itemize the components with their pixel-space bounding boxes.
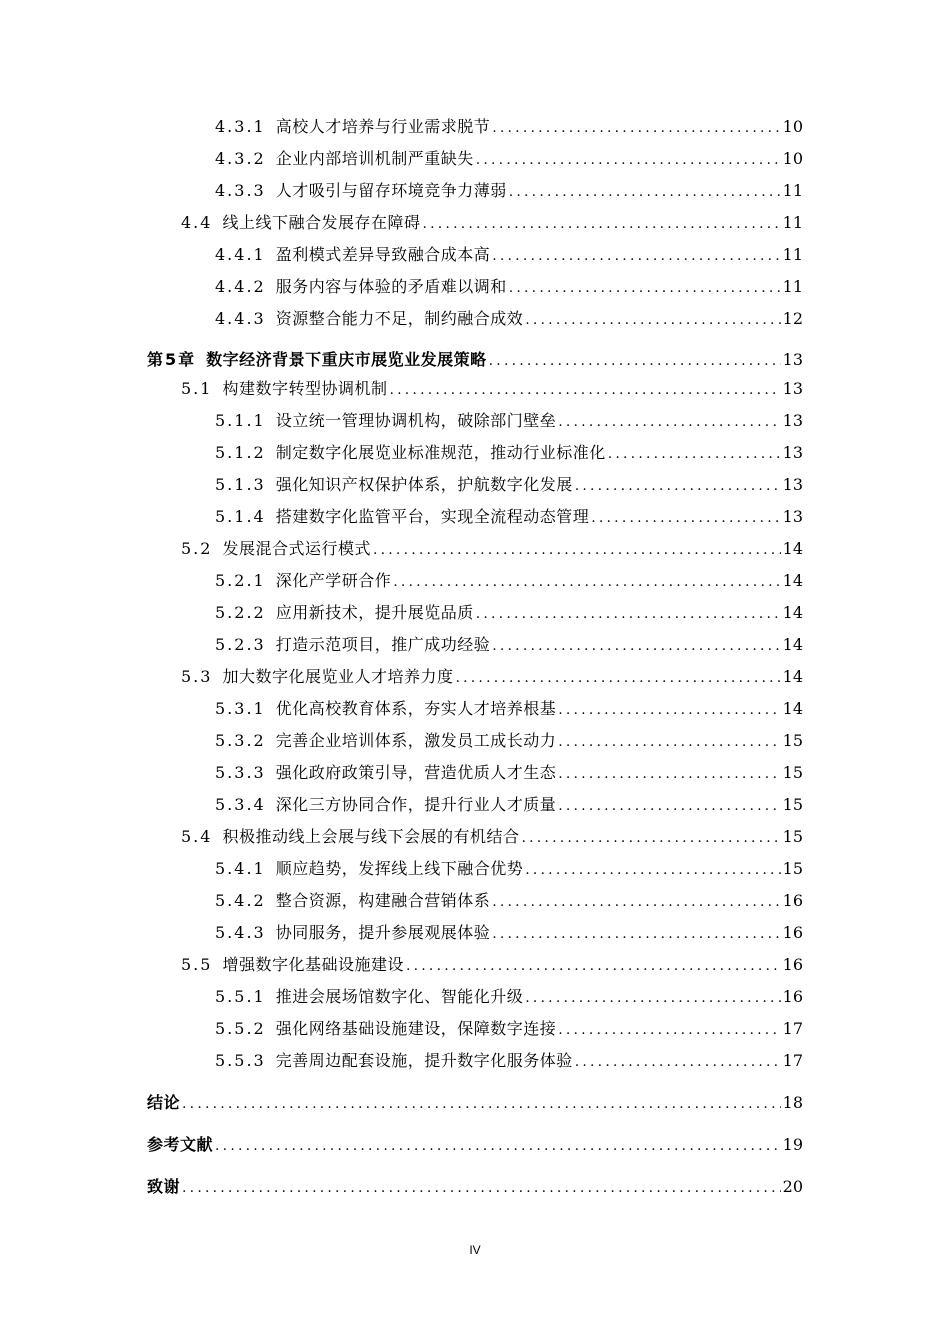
toc-entry-number: 5.5.2 — [215, 1019, 266, 1038]
toc-entry-number: 5.2 — [181, 539, 213, 558]
toc-entry[interactable] — [147, 346, 803, 375]
toc-entry-title: 完善周边配套设施，提升数字化服务体验 — [275, 1051, 573, 1070]
toc-entry[interactable] — [181, 535, 803, 564]
toc-row — [0, 599, 950, 627]
toc-entry[interactable] — [215, 759, 803, 788]
toc-row — [0, 1131, 950, 1159]
toc-entry-label — [215, 759, 556, 787]
toc-entry-label — [215, 1047, 573, 1075]
toc-entry[interactable] — [215, 599, 803, 628]
toc-entry-label — [215, 471, 573, 499]
toc-entry-number: 5.3.1 — [215, 699, 266, 718]
toc-page-number: 15 — [782, 795, 803, 814]
toc-entry-title: 数字经济背景下重庆市展览业发展策略 — [206, 350, 487, 369]
toc-entry-title: 推进会展场馆数字化、智能化升级 — [275, 987, 524, 1006]
toc-row — [0, 439, 950, 467]
toc-entry-title: 发展混合式运行模式 — [222, 539, 371, 558]
toc-page-number: 14 — [782, 635, 803, 654]
toc-entry-title: 人才吸引与留存环境竞争力薄弱 — [275, 181, 507, 200]
toc-page-number: 20 — [782, 1177, 803, 1196]
toc-entry-number: 5.1.2 — [215, 443, 266, 462]
toc-row — [0, 887, 950, 915]
toc-entry-label — [181, 209, 420, 237]
toc-entry-title: 顺应趋势，发挥线上线下融合优势 — [275, 859, 524, 878]
toc-entry-title: 资源整合能力不足，制约融合成效 — [275, 309, 524, 328]
toc-row — [0, 631, 950, 659]
toc-page-number: 16 — [782, 923, 803, 942]
toc-page-number: 13 — [782, 507, 803, 526]
toc-page-number: 11 — [782, 277, 803, 296]
toc-entry-label — [181, 375, 387, 403]
toc-entry[interactable] — [181, 951, 803, 980]
toc-entry-title: 应用新技术，提升展览品质 — [275, 603, 474, 622]
toc-page-number: 17 — [782, 1051, 803, 1070]
toc-page-number: 11 — [782, 213, 803, 232]
toc-entry[interactable] — [215, 887, 803, 916]
toc-row — [0, 919, 950, 947]
toc-entry-number: 5.1.1 — [215, 411, 266, 430]
toc-entry-title: 搭建数字化监管平台，实现全流程动态管理 — [275, 507, 590, 526]
toc-entry-title: 打造示范项目，推广成功经验 — [275, 635, 491, 654]
toc-entry[interactable] — [215, 503, 803, 532]
toc-entry-label — [181, 951, 404, 979]
toc-leader-dots — [182, 1090, 781, 1118]
toc-leader-dots — [215, 1132, 781, 1160]
toc-leader-dots — [521, 824, 780, 852]
toc-entry-number: 5.3.2 — [215, 731, 266, 750]
toc-entry-title: 强化政府政策引导，营造优质人才生态 — [275, 763, 557, 782]
toc-entry-label — [181, 535, 371, 563]
toc-row — [0, 727, 950, 755]
toc-entry-label — [215, 567, 391, 595]
toc-page-number: 14 — [782, 699, 803, 718]
toc-page-number: 16 — [782, 987, 803, 1006]
toc-page-number: 11 — [782, 245, 803, 264]
toc-entry[interactable] — [215, 919, 803, 948]
toc-row — [0, 471, 950, 499]
toc-entry[interactable] — [215, 855, 803, 884]
toc-entry-label — [181, 823, 519, 851]
toc-row — [0, 983, 950, 1011]
toc-page-number: 14 — [782, 571, 803, 590]
toc-entry[interactable] — [181, 209, 803, 238]
toc-page-number: 15 — [782, 859, 803, 878]
toc-row — [0, 567, 950, 595]
toc-entry-label — [215, 241, 490, 269]
page-number-footer: IV — [469, 1243, 481, 1257]
toc-row — [0, 1047, 950, 1075]
toc-entry[interactable] — [215, 407, 803, 436]
toc-page-number: 18 — [782, 1093, 803, 1112]
toc-entry[interactable] — [215, 305, 803, 334]
toc-entry-title: 强化知识产权保护体系，护航数字化发展 — [275, 475, 573, 494]
toc-entry-number: 4.3.3 — [215, 181, 266, 200]
toc-entry-title: 设立统一管理协调机构，破除部门壁垒 — [275, 411, 557, 430]
toc-entry-title: 高校人才培养与行业需求脱节 — [275, 117, 491, 136]
toc-page-number: 10 — [782, 117, 803, 136]
toc-row — [0, 407, 950, 435]
toc-row — [0, 791, 950, 819]
toc-entry-title: 深化产学研合作 — [275, 571, 392, 590]
toc-page-number: 12 — [782, 309, 803, 328]
toc-entry[interactable] — [215, 1047, 803, 1076]
toc-entry-title: 参考文献 — [147, 1135, 214, 1154]
toc-page-number: 19 — [782, 1135, 803, 1154]
toc-entry-label — [215, 1015, 556, 1043]
toc-leader-dots — [182, 1174, 781, 1202]
toc-leader-dots — [455, 664, 780, 692]
toc-entry[interactable] — [215, 727, 803, 756]
toc-entry[interactable] — [215, 983, 803, 1012]
toc-entry-label — [147, 1089, 180, 1117]
toc-row — [0, 375, 950, 403]
toc-row — [0, 209, 950, 237]
toc-leader-dots — [422, 210, 780, 238]
toc-leader-dots — [492, 632, 780, 660]
toc-entry-label — [147, 1173, 180, 1201]
toc-page-number: 13 — [782, 350, 803, 369]
toc-page-number: 15 — [782, 827, 803, 846]
toc-page-number: 11 — [782, 181, 803, 200]
toc-entry-number: 5.3.4 — [215, 795, 266, 814]
toc-entry-label — [215, 631, 490, 659]
toc-leader-dots — [525, 306, 780, 334]
toc-entry-number: 5.5.3 — [215, 1051, 266, 1070]
toc-leader-dots — [389, 376, 780, 404]
toc-leader-dots — [558, 792, 780, 820]
toc-entry-number: 5.4.2 — [215, 891, 266, 910]
toc-entry-label — [215, 855, 523, 883]
toc-row — [0, 951, 950, 979]
toc-leader-dots — [558, 1016, 780, 1044]
toc-entry-label — [215, 727, 556, 755]
toc-leader-dots — [509, 274, 781, 302]
toc-entry[interactable] — [215, 273, 803, 302]
toc-entry-title: 积极推动线上会展与线下会展的有机结合 — [222, 827, 520, 846]
toc-entry-label — [215, 439, 606, 467]
toc-entry-label — [215, 407, 556, 435]
toc-row — [0, 503, 950, 531]
toc-row — [0, 1015, 950, 1043]
toc-row — [0, 305, 950, 333]
toc-row — [0, 241, 950, 269]
toc-entry-title: 优化高校教育体系，夯实人才培养根基 — [275, 699, 557, 718]
toc-entry[interactable] — [215, 1015, 803, 1044]
toc-leader-dots — [558, 408, 780, 436]
toc-page-number: 16 — [782, 955, 803, 974]
toc-entry-number: 5.4.1 — [215, 859, 266, 878]
toc-entry-number: 5.5 — [181, 955, 213, 974]
toc-entry-label — [215, 503, 589, 531]
toc-entry-title: 深化三方协同合作，提升行业人才质量 — [275, 795, 557, 814]
toc-entry-number: 5.2.3 — [215, 635, 266, 654]
toc-entry-label — [215, 983, 523, 1011]
toc-leader-dots — [608, 440, 781, 468]
toc-entry-number: 4.4.2 — [215, 277, 266, 296]
toc-entry-title: 增强数字化基础设施建设 — [222, 955, 404, 974]
toc-page-number: 14 — [782, 603, 803, 622]
toc-leader-dots — [476, 146, 781, 174]
toc-row — [0, 1089, 950, 1117]
toc-page-number: 13 — [782, 379, 803, 398]
toc-entry-number: 第5章 — [147, 350, 197, 369]
toc-page-number: 14 — [782, 539, 803, 558]
toc-leader-dots — [525, 856, 780, 884]
toc-leader-dots — [558, 696, 780, 724]
toc-entry-title: 致谢 — [147, 1177, 181, 1196]
toc-page-number: 14 — [782, 667, 803, 686]
toc-leader-dots — [476, 600, 781, 628]
toc-entry[interactable] — [215, 471, 803, 500]
toc-entry-number: 5.2.1 — [215, 571, 266, 590]
toc-row — [0, 695, 950, 723]
toc-entry-label — [215, 177, 507, 205]
toc-entry-label — [147, 346, 487, 374]
toc-entry[interactable] — [147, 1089, 803, 1118]
toc-entry-title: 服务内容与体验的矛盾难以调和 — [275, 277, 507, 296]
toc-entry[interactable] — [181, 663, 803, 692]
toc-entry-number: 5.1.3 — [215, 475, 266, 494]
toc-page-number: 15 — [782, 763, 803, 782]
toc-entry[interactable] — [215, 567, 803, 596]
toc-leader-dots — [525, 984, 780, 1012]
toc-entry[interactable] — [215, 791, 803, 820]
toc-row — [0, 346, 950, 374]
toc-leader-dots — [373, 536, 781, 564]
toc-row — [0, 273, 950, 301]
toc-entry-title: 加大数字化展览业人才培养力度 — [222, 667, 454, 686]
toc-entry-number: 4.4.1 — [215, 245, 266, 264]
toc-entry-number: 5.4.3 — [215, 923, 266, 942]
toc-leader-dots — [558, 760, 780, 788]
toc-entry-title: 盈利模式差异导致融合成本高 — [275, 245, 491, 264]
toc-row — [0, 759, 950, 787]
toc-leader-dots — [492, 888, 780, 916]
toc-entry-number: 5.5.1 — [215, 987, 266, 1006]
toc-leader-dots — [406, 952, 781, 980]
toc-entry[interactable] — [181, 375, 803, 404]
toc-entry-number: 5.4 — [181, 827, 213, 846]
toc-entry[interactable] — [215, 631, 803, 660]
toc-entry[interactable] — [181, 823, 803, 852]
toc-leader-dots — [492, 920, 780, 948]
toc-row — [0, 145, 950, 173]
toc-row — [0, 535, 950, 563]
toc-page-number: 16 — [782, 891, 803, 910]
toc-page-number: 13 — [782, 411, 803, 430]
toc-entry-label — [215, 887, 490, 915]
toc-entry-title: 协同服务，提升参展观展体验 — [275, 923, 491, 942]
toc-entry-label — [215, 305, 523, 333]
toc-entry-label — [147, 1131, 213, 1159]
toc-leader-dots — [489, 347, 781, 375]
toc-entry-label — [215, 599, 474, 627]
toc-leader-dots — [492, 242, 780, 270]
toc-leader-dots — [575, 1048, 781, 1076]
toc-entry-title: 线上线下融合发展存在障碍 — [222, 213, 421, 232]
toc-row — [0, 177, 950, 205]
toc-entry-label — [181, 663, 453, 691]
toc-entry[interactable] — [215, 113, 803, 142]
toc-leader-dots — [558, 728, 780, 756]
toc-entry-number: 4.4.3 — [215, 309, 266, 328]
toc-entry[interactable] — [147, 1173, 803, 1202]
toc-entry[interactable] — [215, 145, 803, 174]
toc-entry-number: 4.4 — [181, 213, 213, 232]
toc-entry-title: 结论 — [147, 1093, 181, 1112]
toc-row — [0, 855, 950, 883]
toc-entry-number: 4.3.1 — [215, 117, 266, 136]
toc-page-number: 17 — [782, 1019, 803, 1038]
toc-entry-label — [215, 791, 556, 819]
toc-entry-number: 5.1.4 — [215, 507, 266, 526]
toc-page-number: 13 — [782, 443, 803, 462]
toc-entry[interactable] — [215, 695, 803, 724]
toc-entry-title: 完善企业培训体系，激发员工成长动力 — [275, 731, 557, 750]
toc-leader-dots — [393, 568, 780, 596]
toc-entry-label — [215, 695, 556, 723]
toc-leader-dots — [492, 114, 780, 142]
toc-entry[interactable] — [215, 439, 803, 468]
toc-entry-title: 企业内部培训机制严重缺失 — [275, 149, 474, 168]
toc-entry[interactable] — [215, 241, 803, 270]
toc-entry-label — [215, 273, 507, 301]
toc-entry[interactable] — [215, 177, 803, 206]
toc-row — [0, 663, 950, 691]
toc-page-number: 15 — [782, 731, 803, 750]
toc-leader-dots — [509, 178, 781, 206]
toc-entry-label — [215, 145, 474, 173]
toc-page-number: 10 — [782, 149, 803, 168]
toc-entry-title: 制定数字化展览业标准规范，推动行业标准化 — [275, 443, 606, 462]
toc-row — [0, 823, 950, 851]
toc-leader-dots — [575, 472, 781, 500]
toc-page-number: 13 — [782, 475, 803, 494]
toc-entry-number: 5.2.2 — [215, 603, 266, 622]
toc-entry-title: 构建数字转型协调机制 — [222, 379, 388, 398]
toc-entry-title: 整合资源，构建融合营销体系 — [275, 891, 491, 910]
toc-entry-number: 4.3.2 — [215, 149, 266, 168]
toc-row — [0, 113, 950, 141]
toc-entry-title: 强化网络基础设施建设，保障数字连接 — [275, 1019, 557, 1038]
toc-entry-number: 5.3 — [181, 667, 213, 686]
toc-entry-number: 5.1 — [181, 379, 213, 398]
toc-row — [0, 1173, 950, 1201]
toc-entry-number: 5.3.3 — [215, 763, 266, 782]
toc-leader-dots — [591, 504, 780, 532]
toc-entry[interactable] — [147, 1131, 803, 1160]
toc-entry-label — [215, 113, 490, 141]
toc-entry-label — [215, 919, 490, 947]
